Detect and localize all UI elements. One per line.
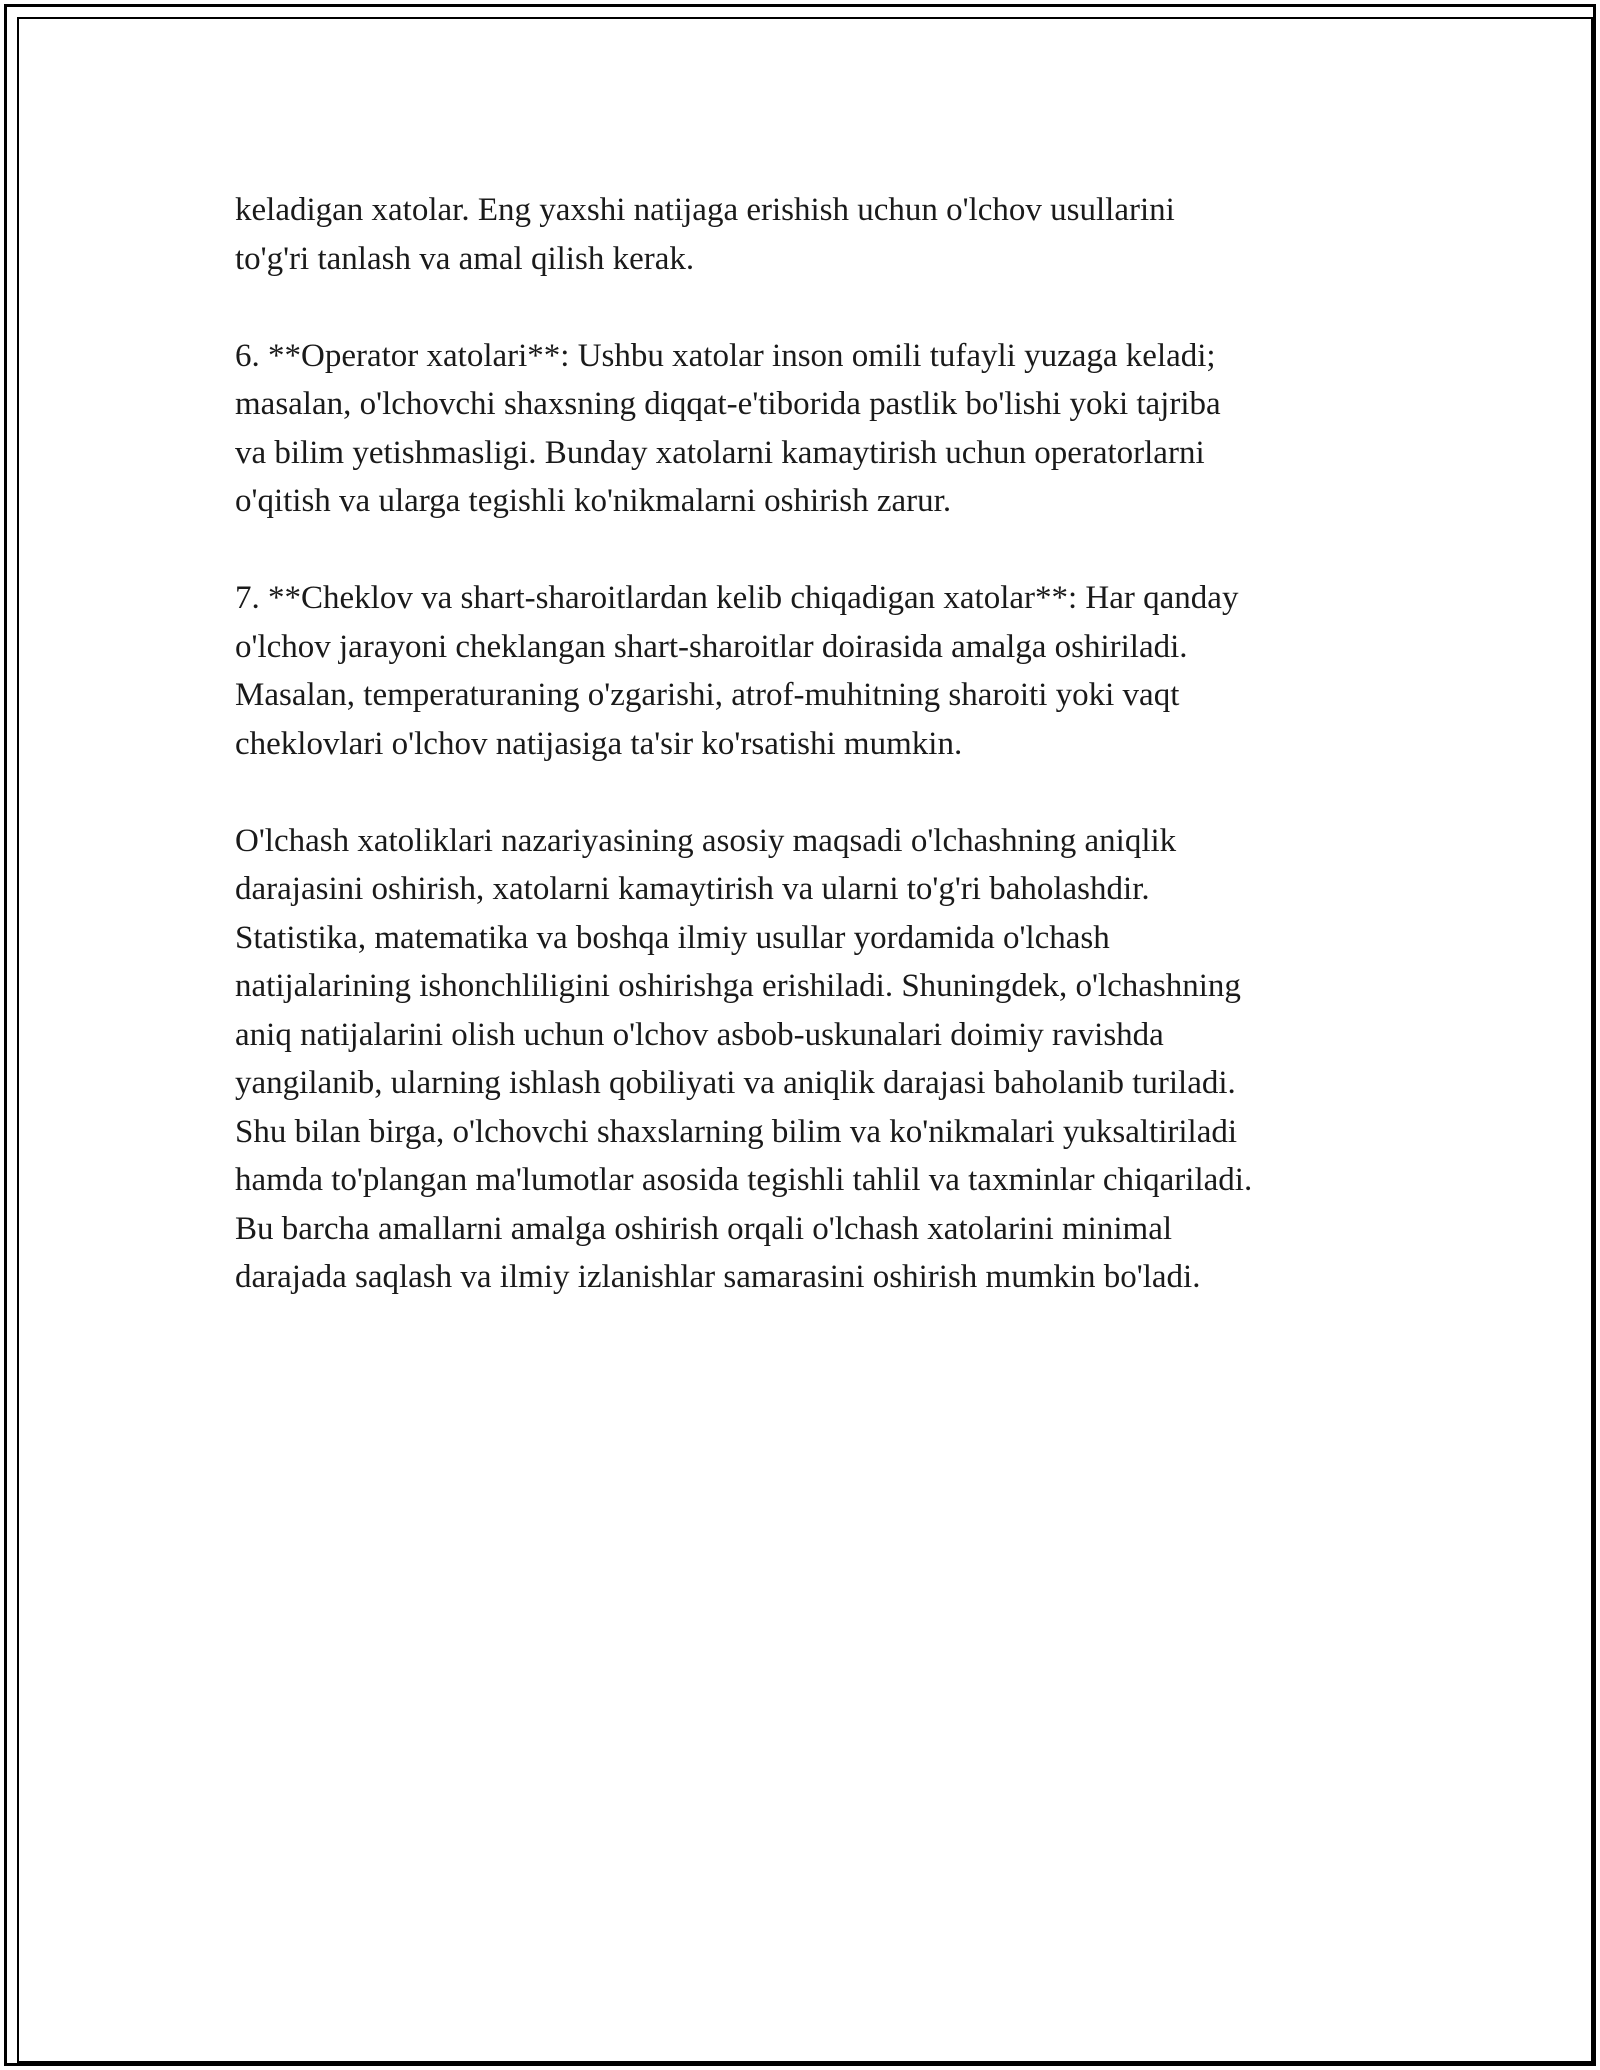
text-line: Masalan, temperaturaning o'zgarishi, atrof-muhitning sharoiti yoki vaqt	[235, 677, 1180, 713]
text-line: Statistika, matematika va boshqa ilmiy usullar yordamida o'lchash	[235, 919, 1110, 956]
paragraph-continuation	[235, 186, 1375, 283]
text-line: keladigan xatolar. Eng yaxshi natijaga erishish uchun o'lchov usullarini	[235, 192, 1175, 228]
text-line: O'lchash xatoliklari nazariyasining asosiy maqsadi o'lchashning aniqlik	[235, 822, 1177, 859]
paragraph-conclusion	[235, 817, 1375, 1302]
text-line: va bilim yetishmasligi. Bunday xatolarni kamaytirish uchun operatorlarni	[235, 434, 1205, 471]
text-line: darajada saqlash va ilmiy izlanishlar samarasini oshirish mumkin bo'ladi.	[235, 1259, 1201, 1295]
text-line: 6. **Operator xatolari**: Ushbu xatolar inson omili tufayli yuzaga keladi;	[235, 337, 1216, 374]
text-line: aniq natijalarini olish uchun o'lchov asbob-uskunalari doimiy ravishda	[235, 1016, 1164, 1053]
text-line: Bu barcha amallarni amalga oshirish orqali o'lchash xatolarini minimal	[235, 1210, 1173, 1247]
text-line: masalan, o'lchovchi shaxsning diqqat-e'tiborida pastlik bo'lishi yoki tajriba	[235, 386, 1221, 422]
text-line: 7. **Cheklov va shart-sharoitlardan kelib chiqadigan xatolar**: Har qanday	[235, 580, 1239, 616]
paragraph-constraint-errors	[235, 574, 1375, 768]
text-line: darajasini oshirish, xatolarni kamaytirish va ularni to'g'ri baholashdir.	[235, 871, 1150, 907]
text-line: natijalarining ishonchliligini oshirishga erishiladi. Shuningdek, o'lchashning	[235, 968, 1241, 1004]
document-body	[235, 186, 1375, 1350]
text-line: yangilanib, ularning ishlash qobiliyati va aniqlik darajasi baholanib turiladi.	[235, 1065, 1236, 1101]
text-line: o'qitish va ularga tegishli ko'nikmalarni oshirish zarur.	[235, 483, 952, 519]
paragraph-operator-errors	[235, 332, 1375, 526]
text-line: to'g'ri tanlash va amal qilish kerak.	[235, 240, 695, 277]
text-line: o'lchov jarayoni cheklangan shart-sharoitlar doirasida amalga oshiriladi.	[235, 628, 1188, 665]
text-line: hamda to'plangan ma'lumotlar asosida tegishli tahlil va taxminlar chiqariladi.	[235, 1162, 1253, 1198]
text-line: cheklovlari o'lchov natijasiga ta'sir ko'rsatishi mumkin.	[235, 725, 963, 762]
text-line: Shu bilan birga, o'lchovchi shaxslarning bilim va ko'nikmalari yuksaltiriladi	[235, 1113, 1238, 1150]
